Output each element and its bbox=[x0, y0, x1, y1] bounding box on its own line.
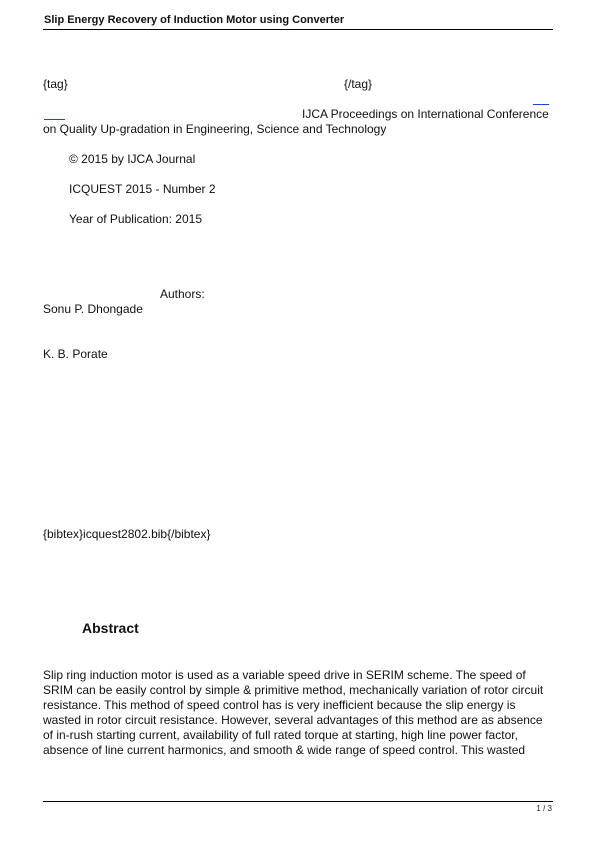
tag-close: {/tag} bbox=[344, 77, 373, 91]
publication-year-line: Year of Publication: 2015 bbox=[69, 212, 202, 226]
link-underline-left[interactable] bbox=[44, 119, 65, 120]
abstract-line: absence of line current harmonics, and smooth & wide range of speed control. This wasted bbox=[43, 743, 526, 757]
abstract-line: Slip ring induction motor is used as a variable speed drive in SERIM scheme. The speed of bbox=[43, 668, 526, 682]
header-rule bbox=[43, 29, 553, 30]
authors-label: Authors: bbox=[160, 287, 205, 301]
bibtex-reference: {bibtex}icquest2802.bib{/bibtex} bbox=[43, 527, 211, 541]
abstract-heading: Abstract bbox=[82, 620, 139, 636]
copyright-line: © 2015 by IJCA Journal bbox=[69, 152, 196, 166]
proceedings-title-line1: IJCA Proceedings on International Conference bbox=[302, 107, 549, 121]
link-underline-right[interactable] bbox=[533, 104, 549, 105]
abstract-line: SRIM can be easily control by simple & primitive method, mechanically variation of rotor circuit bbox=[43, 683, 544, 697]
author-name: K. B. Porate bbox=[43, 347, 108, 361]
tag-open: {tag} bbox=[43, 77, 68, 91]
abstract-line: of in-rush starting current, availability of full rated torque at starting, high line power factor, bbox=[43, 728, 518, 742]
running-header-title: Slip Energy Recovery of Induction Motor using Converter bbox=[44, 14, 345, 26]
issue-line: ICQUEST 2015 - Number 2 bbox=[69, 182, 216, 196]
footer-rule bbox=[43, 801, 553, 802]
proceedings-title-line2: on Quality Up-gradation in Engineering, Science and Technology bbox=[43, 122, 387, 136]
author-name: Sonu P. Dhongade bbox=[43, 302, 143, 316]
abstract-line: resistance. This method of speed control has is very inefficient because the slip energy is bbox=[43, 698, 516, 712]
page-number: 1 / 3 bbox=[536, 804, 552, 813]
abstract-body bbox=[43, 668, 555, 758]
abstract-line: wasted in rotor circuit resistance. However, several advantages of this method are as absence bbox=[43, 713, 543, 727]
